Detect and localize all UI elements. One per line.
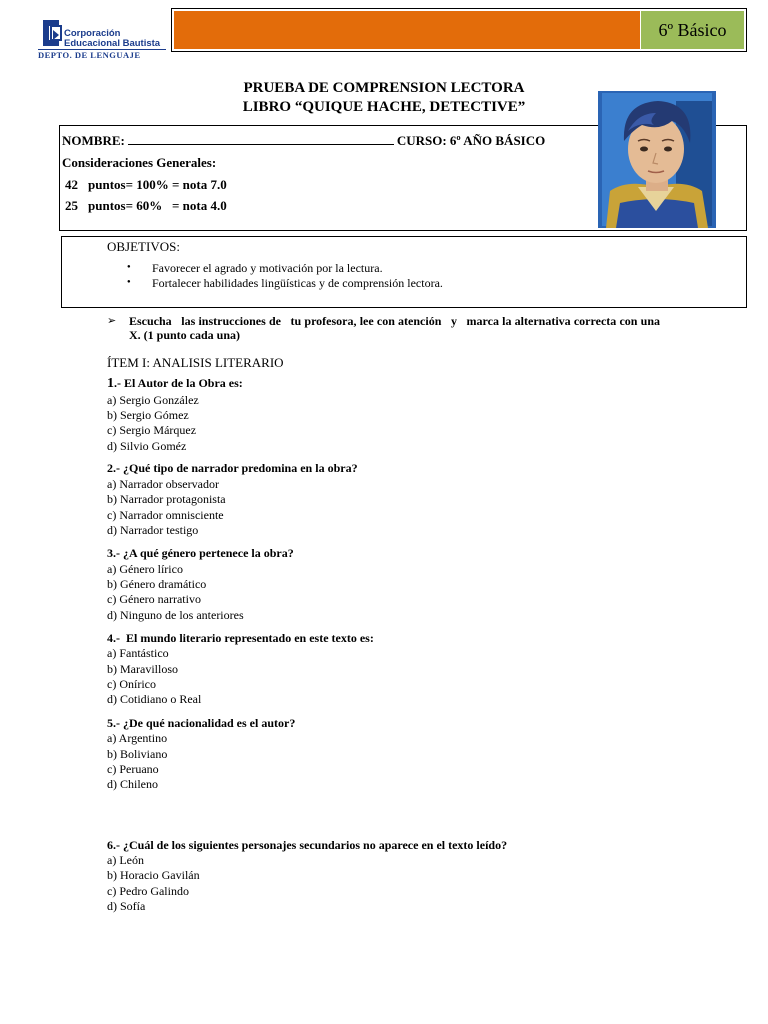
answer-option[interactable]: a) León [107,853,144,867]
name-course-line [62,133,545,149]
answer-option[interactable]: a) Sergio González [107,393,199,407]
name-blank-field[interactable] [128,133,394,145]
grade-points: 25 [65,198,78,213]
answer-option[interactable]: a) Género lírico [107,562,183,576]
objective-item: ● Favorecer el agrado y motivación por la lectura. [130,261,383,276]
name-label: NOMBRE: [62,133,125,148]
logo-emblem-icon [39,18,63,48]
question-5: 5.- ¿De qué nacionalidad es el autor? [107,716,296,730]
answer-option[interactable]: c) Narrador omnisciente [107,508,224,522]
boy-portrait-illustration [598,91,716,228]
answer-option[interactable]: d) Silvio Goméz [107,439,187,453]
test-title: PRUEBA DE COMPRENSION LECTORA [243,80,525,96]
answer-option[interactable]: d) Ninguno de los anteriores [107,608,244,622]
question-6: 6.- ¿Cuál de los siguientes personajes secundarios no aparece en el texto leído? [107,838,508,852]
answer-option[interactable]: d) Sofía [107,899,146,913]
answer-option[interactable]: a) Narrador observador [107,477,219,491]
answer-option[interactable]: b) Maravilloso [107,662,178,676]
answer-option[interactable]: c) Género narrativo [107,592,201,606]
objectives-title: OBJETIVOS: [107,239,180,254]
answer-option[interactable]: d) Narrador testigo [107,523,199,537]
answer-option[interactable]: b) Narrador protagonista [107,492,226,506]
question-1: 1.- El Autor de la Obra es: [107,376,243,391]
considerations-label: Consideraciones Generales: [62,155,217,170]
grade-level-box: 6º Básico [641,11,744,49]
item-heading: ÍTEM I: ANALISIS LITERARIO [107,355,284,370]
instructions-text: Escucha las instrucciones de tu profesora, lee con atención y marca la alternativa correcta con una X. (1 punto cada una) [129,314,663,342]
course-label: CURSO: 6º AÑO BÁSICO [396,133,546,148]
answer-option[interactable]: d) Cotidiano o Real [107,692,202,706]
question-3: 3.- ¿A qué género pertenece la obra? [107,546,294,560]
answer-option[interactable]: a) Argentino [107,731,168,745]
answer-option[interactable]: b) Horacio Gavilán [107,868,200,882]
answer-option[interactable]: d) Chileno [107,777,158,791]
grade-text: puntos= 100% = nota 7.0 [88,177,227,192]
org-name-line2: Educacional Bautista [64,38,161,49]
answer-option[interactable]: b) Boliviano [107,747,168,761]
header-color-bar [174,11,640,49]
grade-scale-row [48,177,227,193]
school-logo [37,16,169,60]
answer-option[interactable]: a) Fantástico [107,646,169,660]
question-2: 2.- ¿Qué tipo de narrador predomina en la obra? [107,461,358,475]
answer-option[interactable]: c) Peruano [107,762,159,776]
objective-item: ● Fortalecer habilidades lingüísticas y de comprensión lectora. [130,276,443,291]
book-title: LIBRO “QUIQUE HACHE, DETECTIVE” [242,99,526,115]
grade-text: puntos= 60% = nota 4.0 [88,198,227,213]
grade-points: 42 [65,177,78,192]
answer-option[interactable]: c) Sergio Márquez [107,423,197,437]
department-label: DEPTO. DE LENGUAJE [38,49,166,60]
answer-option[interactable]: c) Pedro Galindo [107,884,189,898]
answer-option[interactable]: b) Sergio Gómez [107,408,189,422]
grade-scale-row [48,198,227,214]
arrow-bullet-icon: ➢ [107,315,117,327]
question-4: 4.- El mundo literario representado en este texto es: [107,631,374,645]
answer-option[interactable]: b) Género dramático [107,577,207,591]
org-name-line1: Corporación [64,28,121,39]
answer-option[interactable]: c) Onírico [107,677,156,691]
